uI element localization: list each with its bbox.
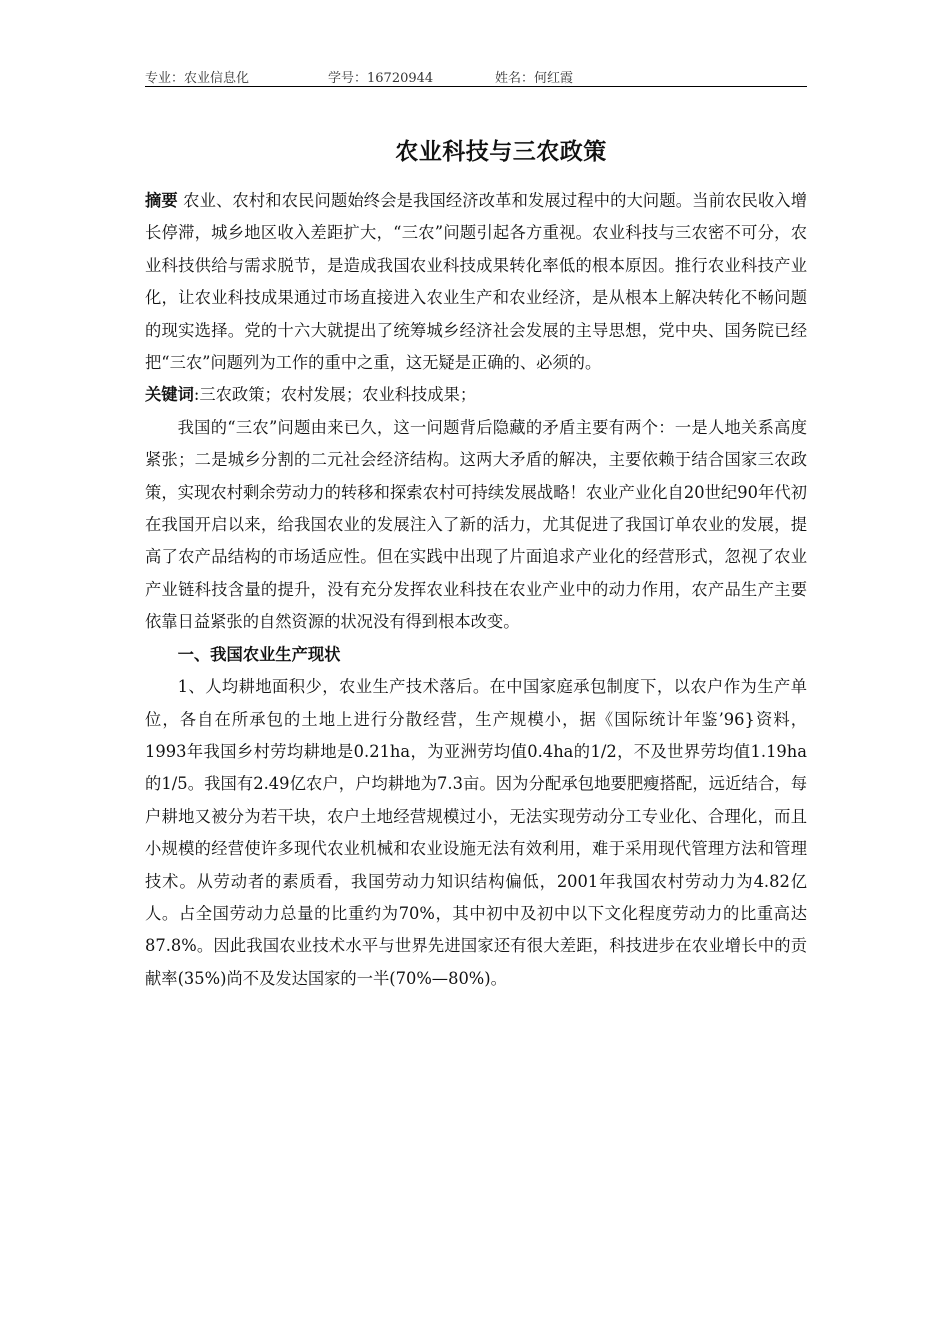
section-paragraph: 1、人均耕地面积少，农业生产技术落后。在中国家庭承包制度下，以农户作为生产单位，各自在所承包的土地上进行分散经营，生产规模小，据《国际统计年鉴’96}资料，1993年我国乡村劳均耕地是0.21ha，为亚洲劳均值0.4ha的1/2，不及世界劳均值1.19ha的1/5。我国有2.49亿农户，户均耕地为7.3亩。因为分配承包地要肥瘦搭配，远近结合，每户耕地又被分为若干块，农户土地经营规模过小，无法实现劳动分工专业化、合理化，而且小规模的经营使许多现代农业机械和农业设施无法有效利用，难于采用现代管理方法和管理技术。从劳动者的素质看，我国劳动力知识结构偏低，2001年我国农村劳动力为4.82亿人。占全国劳动力总量的比重约为70%，其中初中及初中以下文化程度劳动力的比重高达87.8%。因此我国农业技术水平与世界先进国家还有很大差距，科技进步在农业增长中的贡献率(35%)尚不及发达国家的一半(70%—80%)。 — [145, 677, 807, 988]
document-body — [145, 185, 807, 995]
section-heading: 一、我国农业生产现状 — [177, 644, 341, 664]
header-name: 姓名：何红霞 — [495, 71, 574, 86]
abstract-label: 摘要 — [145, 191, 178, 210]
header-major: 专业：农业信息化 — [145, 71, 250, 86]
page-header — [145, 64, 807, 87]
header-student-id: 学号：16720944 — [328, 71, 434, 86]
keywords-label: 关键词 — [145, 385, 194, 405]
keywords-text: :三农政策；农村发展；农业科技成果； — [193, 385, 477, 405]
keywords-paragraph — [145, 379, 807, 411]
intro-paragraph: 我国的“三农”问题由来已久，这一问题背后隐藏的矛盾主要有两个：一是人地关系高度紧张；二是城乡分割的二元社会经济结构。这两大矛盾的解决，主要依赖于结合国家三农政策，实现农村剩余劳动力的转移和探索农村可持续发展战略！农业产业化自20世纪90年代初在我国开启以来，给我国农业的发展注入了新的活力，尤其促进了我国订单农业的发展，提高了农产品结构的市场适应性。但在实践中出现了片面追求产业化的经营形式，忽视了农业产业链科技含量的提升，没有充分发挥农业科技在农业产业中的动力作用，农产品生产主要依靠日益紧张的自然资源的状况没有得到根本改变。 — [145, 417, 807, 632]
abstract-text: 农业、农村和农民问题始终会是我国经济改革和发展过程中的大问题。当前农民收入增长停滞，城乡地区收入差距扩大，“三农”问题引起各方重视。农业科技与三农密不可分，农业科技供给与需求脱节，是造成我国农业科技成果转化率低的根本原因。推行农业科技产业化，让农业科技成果通过市场直接进入农业生产和农业经济，是从根本上解决转化不畅问题的现实选择。党的十六大就提出了统筹城乡经济社会发展的主导思想，党中央、国务院已经把“三农”问题列为工作的重中之重，这无疑是正确的、必须的。 — [145, 191, 807, 373]
abstract-paragraph — [145, 185, 807, 379]
document-title: 农业科技与三农政策 — [395, 139, 607, 165]
